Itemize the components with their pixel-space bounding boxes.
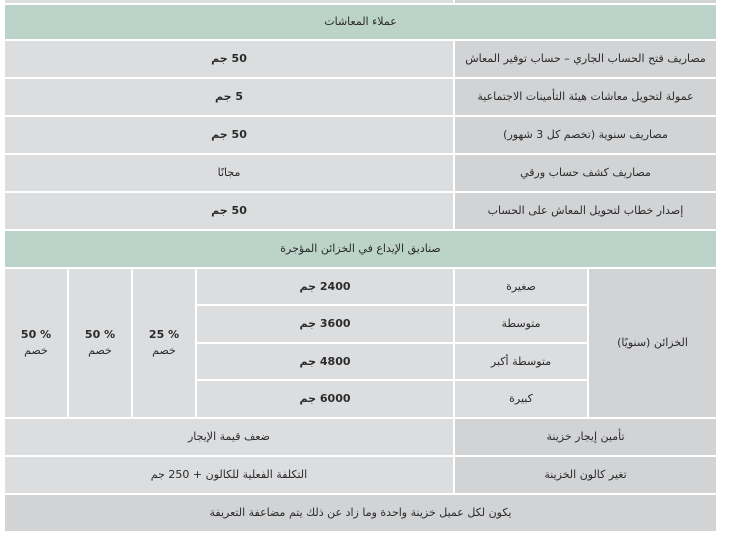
safe-insurance-value (5, 419, 455, 457)
pension-row-2-label (455, 79, 718, 117)
safe-price-large (197, 381, 455, 419)
label-text: إصدار خطاب لتحويل المعاش على الحساب (487, 204, 684, 217)
pension-row-2-value (5, 79, 455, 117)
label-text: عمولة لتحويل معاشات هيئة التأمينات الاجتماعية (477, 90, 694, 103)
label-text: تغير كالون الخزينة (544, 468, 627, 481)
safe-price-medium (197, 306, 455, 344)
label-text: تأمين إيجار خزينة (546, 430, 625, 443)
safes-annual-label (589, 269, 718, 419)
price-text: 2400 جم (299, 279, 351, 293)
pension-row-5-value (5, 193, 455, 231)
pension-section-header (5, 5, 718, 41)
value-text: مجانًا (217, 166, 241, 179)
safe-deposit-section-header (5, 231, 718, 269)
size-text: كبيرة (509, 392, 533, 405)
size-text: متوسطة (501, 317, 541, 330)
size-text: متوسطة أكبر (490, 354, 552, 368)
safe-size-medium-large (455, 344, 589, 381)
label-text: مصاريف سنوية (تخصم كل 3 شهور) (503, 128, 668, 141)
discount-col-3 (5, 269, 69, 419)
pension-row-1-label (455, 41, 718, 79)
value-text: التكلفة الفعلية للكالون + 250 جم (150, 468, 308, 481)
safe-size-small (455, 269, 589, 306)
discount-col-1 (133, 269, 197, 419)
label-text: مصاريف كشف حساب ورقي (520, 166, 651, 179)
lock-change-label (455, 457, 718, 495)
value-text: ضعف قيمة الإيجار (187, 430, 271, 443)
value-text: 50 جم (211, 128, 247, 141)
pension-row-4-label (455, 155, 718, 193)
footnote-text: يكون لكل عميل خزينة واحدة وما زاد عن ذلك يتم مضاعفة التعريفة (209, 506, 512, 519)
pension-row-3-value (5, 117, 455, 155)
value-text: 50 جم (211, 52, 247, 65)
pension-row-5-label (455, 193, 718, 231)
pension-row-1-value (5, 41, 455, 79)
safe-insurance-label (455, 419, 718, 457)
size-text: صغيرة (506, 279, 536, 293)
pension-header-text: عملاء المعاشات (324, 15, 397, 28)
price-text: 4800 جم (299, 354, 351, 368)
lock-change-value (5, 457, 455, 495)
discount-col-2 (69, 269, 133, 419)
discount-percent: % 50 (84, 328, 116, 341)
safe-price-small (197, 269, 455, 306)
discount-percent: % 25 (148, 328, 180, 341)
value-text: 5 جم (214, 90, 244, 103)
discount-label: خصم (24, 344, 48, 357)
price-text: 6000 جم (299, 392, 351, 405)
safe-header-text: صناديق الإيداع في الخزائن المؤجرة (280, 242, 441, 255)
safe-size-medium (455, 306, 589, 344)
safe-footnote (5, 495, 718, 533)
label-text: مصاريف فتح الحساب الجاري – حساب توفير المعاش (465, 52, 706, 65)
pension-row-4-value (5, 155, 455, 193)
discount-label: خصم (152, 344, 176, 357)
safes-label-text: الخزائن (سنويًا) (617, 336, 688, 349)
safe-price-medium-large (197, 344, 455, 381)
discount-percent: % 50 (20, 328, 52, 341)
discount-label: خصم (88, 344, 112, 357)
value-text: 50 جم (211, 204, 247, 217)
safe-size-large (455, 381, 589, 419)
price-text: 3600 جم (299, 317, 351, 330)
pension-row-3-label (455, 117, 718, 155)
